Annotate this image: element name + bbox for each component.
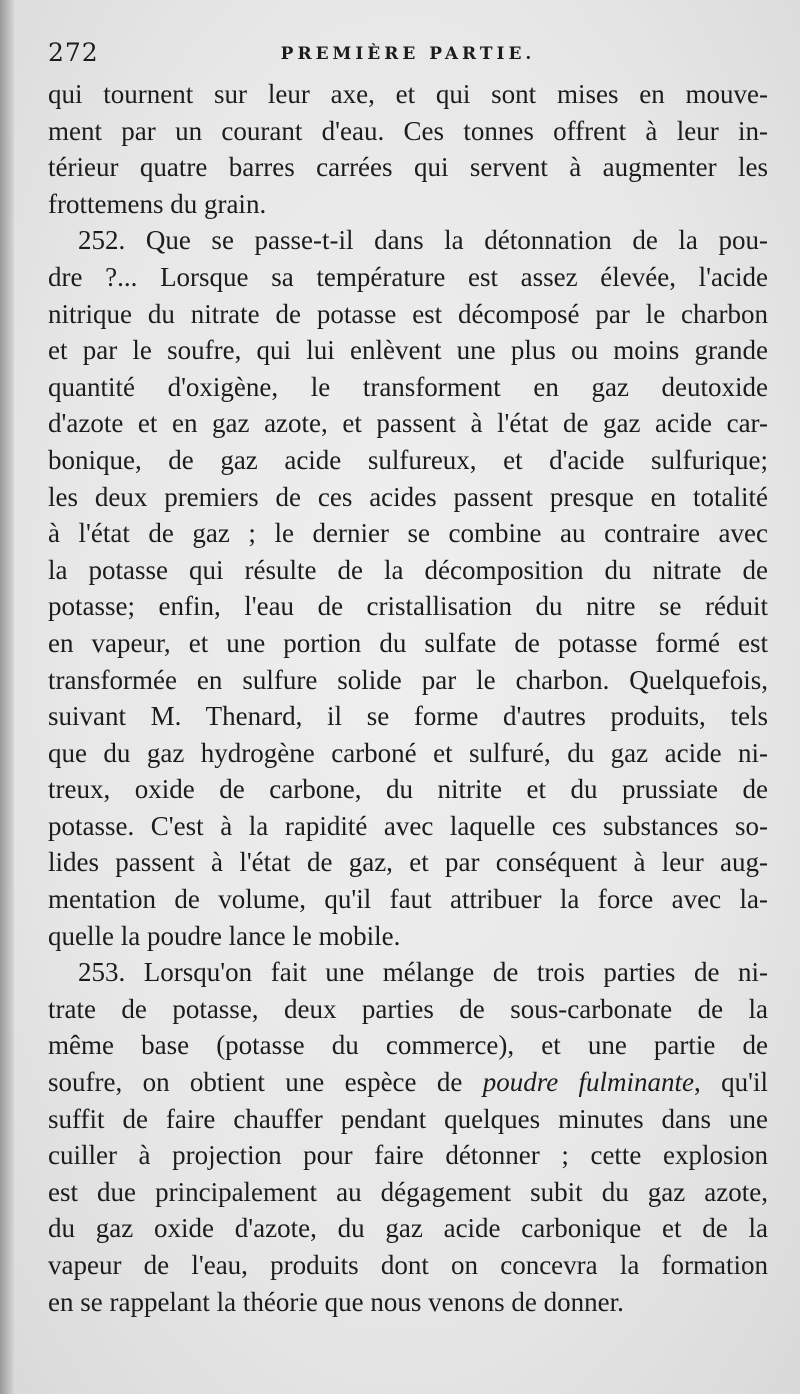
running-head: PREMIÈRE PARTIE. xyxy=(280,44,536,64)
text-line: potasse; enfin, l'eau de cristallisation du nitre se réduit xyxy=(48,591,768,622)
body-text xyxy=(48,76,768,1320)
italic-term: poudre fulminante xyxy=(482,1067,695,1098)
text-line: transformée en sulfure solide par le charbon. Quelquefois, xyxy=(48,664,768,695)
text-line: qui tournent sur leur axe, et qui sont mises en mouve- xyxy=(48,79,768,109)
page-gutter-shadow xyxy=(0,0,14,1394)
text-line: en se rappelant la théorie que nous venons de donner. xyxy=(48,1286,624,1317)
text-line: trate de potasse, deux parties de sous-carbonate de la xyxy=(48,993,768,1024)
text-line-with-italic xyxy=(48,1064,768,1101)
text-line: lides passent à l'état de gaz, et par conséquent à leur aug- xyxy=(48,847,768,878)
page-header xyxy=(48,38,768,68)
text-line: mentation de volume, qu'il faut attribuer la force avec la- xyxy=(48,884,768,915)
text-line: la potasse qui résulte de la décomposition du nitrate de xyxy=(48,554,768,585)
text-line: suffit de faire chauffer pendant quelques minutes dans une xyxy=(48,1103,768,1134)
text-line: cuiller à projection pour faire détonner ; cette explosion xyxy=(48,1140,768,1171)
text-line: treux, oxide de carbone, du nitrite et du prussiate de xyxy=(48,774,768,805)
text-segment: , qu'il xyxy=(694,1067,768,1098)
text-line: bonique, de gaz acide sulfureux, et d'acide sulfurique; xyxy=(48,444,768,475)
text-line: du gaz oxide d'azote, du gaz acide carbonique et de la xyxy=(48,1213,768,1244)
text-line: d'azote et en gaz azote, et passent à l'état de gaz acide car- xyxy=(48,408,768,439)
text-line: potasse. C'est à la rapidité avec laquelle ces substances so- xyxy=(48,810,768,841)
text-segment: soufre, on obtient une espèce de xyxy=(48,1067,483,1098)
text-line: térieur quatre barres carrées qui servent à augmenter les xyxy=(48,152,768,183)
text-line: dre ?... Lorsque sa température est assez élevée, l'acide xyxy=(48,261,768,292)
text-line: à l'état de gaz ; le dernier se combine au contraire avec xyxy=(48,518,768,549)
text-line: même base (potasse du commerce), et une partie de xyxy=(48,1030,768,1061)
text-line: quelle la poudre lance le mobile. xyxy=(48,920,401,951)
text-line: ment par un courant d'eau. Ces tonnes offrent à leur in- xyxy=(48,115,768,146)
text-line: nitrique du nitrate de potasse est décomposé par le charbon xyxy=(48,298,768,329)
text-line: en vapeur, et une portion du sulfate de potasse formé est xyxy=(48,627,768,658)
text-line: suivant M. Thenard, il se forme d'autres produits, tels xyxy=(48,701,768,732)
text-line: vapeur de l'eau, produits dont on concevra la formation xyxy=(48,1250,768,1280)
paragraph-252-first-line: 252. Que se passe-t-il dans la détonnation de la pou- xyxy=(78,225,768,256)
text-line: quantité d'oxigène, le transforment en gaz deutoxide xyxy=(48,371,768,402)
text-line: est due principalement au dégagement subit du gaz azote, xyxy=(48,1176,768,1207)
paragraph-253-first-line: 253. Lorsqu'on fait une mélange de trois parties de ni- xyxy=(78,957,768,988)
text-line: que du gaz hydrogène carboné et sulfuré, du gaz acide ni- xyxy=(48,737,768,768)
page-number: 272 xyxy=(48,38,99,67)
text-line: les deux premiers de ces acides passent presque en totalité xyxy=(48,481,768,512)
text-line: frottemens du grain. xyxy=(48,188,267,219)
text-line: et par le soufre, qui lui enlèvent une plus ou moins grande xyxy=(48,335,768,366)
